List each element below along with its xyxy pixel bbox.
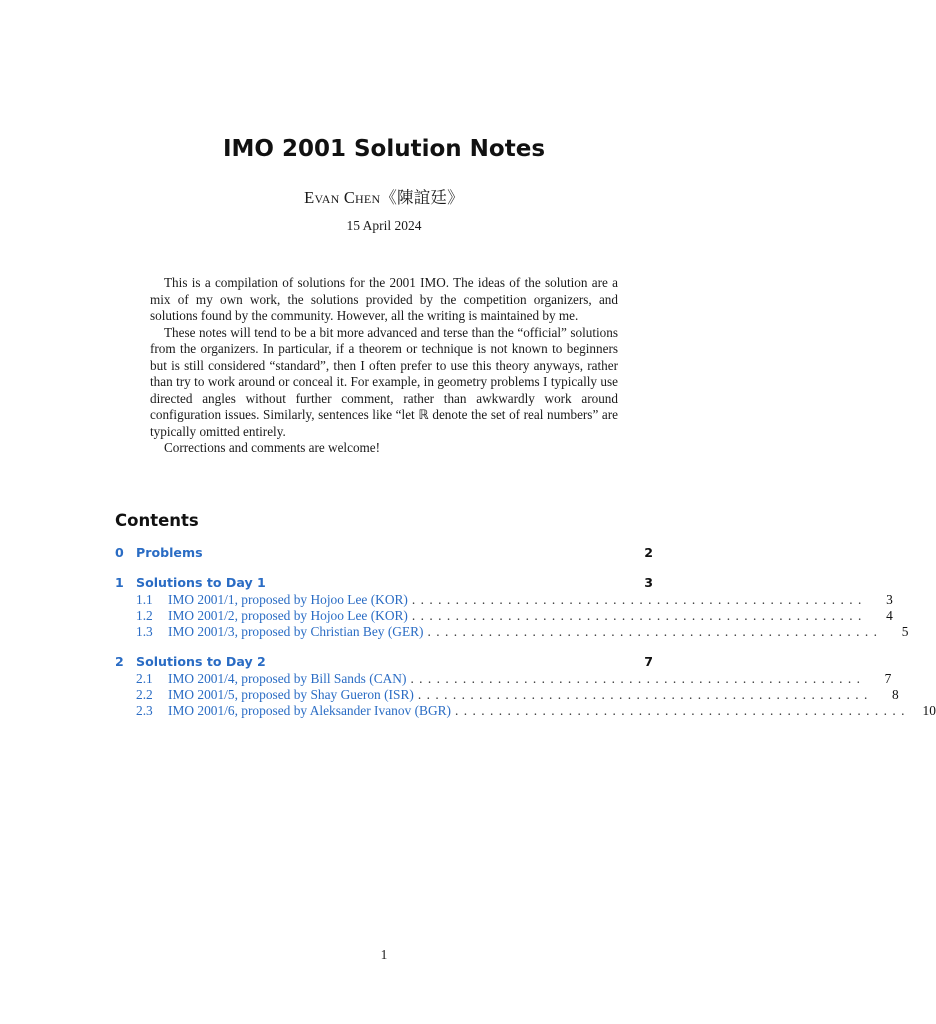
toc-subsection-number: 2.1 <box>136 671 153 686</box>
document-title: IMO 2001 Solution Notes <box>222 136 546 162</box>
toc-section-number: 2 <box>115 654 124 669</box>
toc-section-title: Solutions to Day 2 <box>136 654 266 669</box>
toc-subsection-number: 2.2 <box>136 687 153 702</box>
contents-heading: Contents <box>115 511 199 530</box>
toc-page-number: 3 <box>886 592 893 607</box>
toc-subsection-title: IMO 2001/4, proposed by Bill Sands (CAN) <box>168 671 407 686</box>
toc-leader-dots: .................................................... <box>427 624 883 639</box>
toc-section-day-1[interactable] <box>115 575 653 591</box>
author-chinese-name: 《陳誼廷》 <box>380 188 464 207</box>
toc-page-number: 3 <box>644 575 653 590</box>
toc-leader-dots: .................................................... <box>417 687 873 702</box>
toc-subsection-number: 1.1 <box>136 592 153 607</box>
toc-subsection-title: IMO 2001/5, proposed by Shay Gueron (ISR) <box>168 687 414 702</box>
toc-page-number: 4 <box>886 608 893 623</box>
toc-page-number: 7 <box>884 671 892 686</box>
toc-section-number: 1 <box>115 575 124 590</box>
toc-subsection-number: 2.3 <box>136 703 153 718</box>
toc-subsection-2-1[interactable] <box>115 671 892 687</box>
toc-page-number: 5 <box>901 624 909 639</box>
toc-section-number: 0 <box>115 545 124 560</box>
abstract-paragraph: Corrections and comments are welcome! <box>164 440 381 455</box>
toc-subsection-title: IMO 2001/2, proposed by Hojoo Lee (KOR) <box>168 608 408 623</box>
toc-leader-dots: .................................................... <box>455 703 910 718</box>
toc-section-day-2[interactable] <box>115 654 653 670</box>
abstract-paragraph: These notes will tend to be a bit more advanced and terse than the “official” solutions from the organizers. In particular, if a theorem or technique is not known to beginners but is still considered “standard”, then I often prefer to use this theory anyways, rather than try to work around or conceal it. For example, in geometry problems I typically use directed angles without further comment, rather than awkwardly work around configuration issues. Similarly, sentences like “let ℝ denote the set of real numbers” are typically omitted entirely. <box>150 324 618 439</box>
toc-subsection-title: IMO 2001/3, proposed by Christian Bey (GER) <box>168 624 424 639</box>
toc-section-problems[interactable] <box>115 545 653 561</box>
toc-leader-dots: .................................................... <box>411 608 867 623</box>
toc-page-number: 7 <box>644 654 653 669</box>
abstract-paragraph: This is a compilation of solutions for the 2001 IMO. The ideas of the solution are a mix of my own work, the solutions provided by the competition organizers, and solutions found by the community. However, all the writing is maintained by me. <box>150 275 618 323</box>
toc-section-title: Solutions to Day 1 <box>136 575 266 590</box>
author-last-name: Chen <box>343 188 381 207</box>
toc-subsection-title: IMO 2001/1, proposed by Hojoo Lee (KOR) <box>168 592 408 607</box>
toc-subsection-1-3[interactable] <box>115 624 909 640</box>
toc-page-number: 10 <box>922 703 936 718</box>
author-line <box>0 184 768 208</box>
document-date: 15 April 2024 <box>346 218 422 233</box>
toc-subsection-1-2[interactable] <box>115 608 893 624</box>
toc-leader-dots: .................................................... <box>410 671 866 686</box>
toc-page-number: 8 <box>892 687 899 702</box>
toc-subsection-number: 1.3 <box>136 624 153 639</box>
author-first-name: Evan <box>304 188 340 207</box>
toc-subsection-2-2[interactable] <box>115 687 899 703</box>
page-number: 1 <box>380 947 388 962</box>
abstract <box>150 275 618 457</box>
toc-subsection-1-1[interactable] <box>115 592 893 608</box>
toc-subsection-number: 1.2 <box>136 608 153 623</box>
toc-subsection-2-3[interactable] <box>115 703 936 719</box>
toc-section-title: Problems <box>136 545 203 560</box>
toc-page-number: 2 <box>644 545 653 560</box>
toc-subsection-title: IMO 2001/6, proposed by Aleksander Ivanov (BGR) <box>168 703 452 718</box>
toc-leader-dots: .................................................... <box>411 592 867 607</box>
